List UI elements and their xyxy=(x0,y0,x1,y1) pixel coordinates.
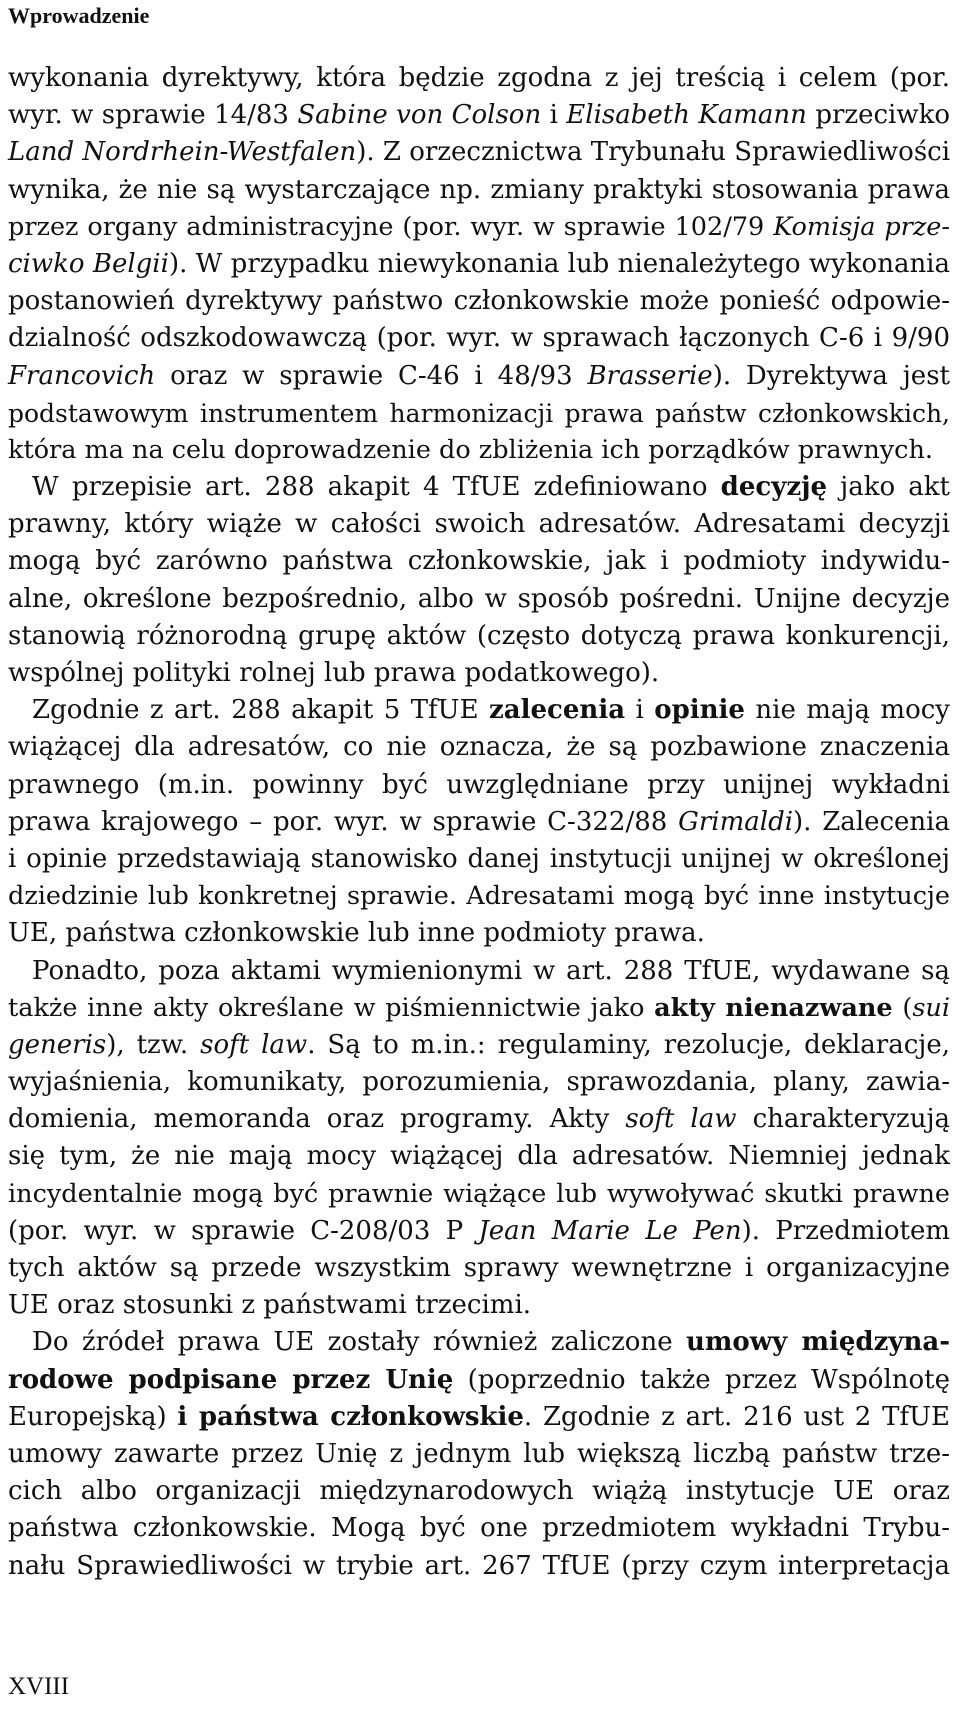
text-segment: państwa członkowskie. Mogą być one przedmiotem wykładni Trybu- xyxy=(8,1513,950,1544)
text-line xyxy=(8,1027,950,1064)
text-segment: wiążącej dla adresatów, co nie oznacza, że są pozbawione znaczenia xyxy=(8,732,950,763)
text-segment: nie mają mocy xyxy=(744,695,950,726)
text-line xyxy=(8,320,950,357)
text-line xyxy=(8,692,950,729)
text-segment: mogą być zarówno państwa członkowskie, jak i podmioty indywidu- xyxy=(8,546,950,577)
text-segment: tych aktów są przede wszystkim sprawy wewnętrzne i organizacyjne xyxy=(8,1253,950,1283)
text-segment: ), tzw. xyxy=(106,1029,201,1060)
italic-term: generis xyxy=(8,1029,107,1060)
text-line xyxy=(8,804,950,841)
bold-term: akty nienazwane xyxy=(654,992,893,1023)
text-line xyxy=(8,1213,950,1250)
text-segment: cich albo organizacji międzynarodowych wiążą instytucje UE oraz xyxy=(8,1476,950,1507)
text-segment: prawa krajowego – por. wyr. w sprawie C-322/88 xyxy=(8,806,679,837)
text-segment: ). Dyrektywa jest xyxy=(712,360,950,391)
text-line xyxy=(8,915,950,952)
italic-term: ciwko Belgii xyxy=(8,248,169,279)
text-segment: alne, określone bezpośrednio, albo w sposób pośredni. Unijne decyzje xyxy=(8,583,950,614)
text-segment: wynika, że nie są wystarczające np. zmiany praktyki stosowania prawa xyxy=(8,174,950,205)
text-line xyxy=(8,729,950,766)
text-line xyxy=(8,841,950,878)
text-segment: także inne akty określane w piśmiennictwie jako xyxy=(8,992,655,1023)
text-line xyxy=(8,878,950,915)
text-segment: W przepisie art. 288 akapit 4 TfUE zdefiniowano xyxy=(32,472,721,503)
italic-term: Jean Marie Le Pen xyxy=(478,1215,742,1246)
text-line xyxy=(8,97,950,134)
italic-term: Elisabeth Kamann xyxy=(566,100,807,131)
text-segment: (poprzednio także przez Wspólnotę xyxy=(453,1364,950,1395)
text-segment: UE, państwa członkowskie lub inne podmioty prawa. xyxy=(8,918,705,949)
text-line xyxy=(8,1399,950,1436)
page-number: XVIII xyxy=(8,1673,70,1700)
text-segment: (por. wyr. w sprawie C-208/03 P xyxy=(8,1215,479,1246)
text-segment: . Są to m.in.: regulaminy, rezolucje, deklaracje, xyxy=(307,1029,950,1060)
text-line xyxy=(8,283,950,320)
text-line xyxy=(8,581,950,618)
text-line xyxy=(8,506,950,543)
text-segment: Ponadto, poza aktami wymienionymi w art. 288 TfUE, wydawane są xyxy=(32,955,950,986)
text-line xyxy=(8,1138,950,1175)
bold-term: opinie xyxy=(654,695,745,726)
text-line xyxy=(8,1510,950,1547)
bold-term: zalecenia xyxy=(489,695,626,726)
text-segment: prawnego (m.in. powinny być uwzględniane przy unijnej wykładni xyxy=(8,769,950,800)
bold-term: rodowe podpisane przez Unię xyxy=(8,1364,454,1395)
text-segment: wyr. w sprawie 14/83 xyxy=(8,100,298,131)
text-line xyxy=(8,1362,950,1399)
text-segment: i opinie przedstawiają stanowisko danej instytucji unijnej w określonej xyxy=(8,843,950,874)
text-segment: postanowień dyrektywy państwo członkowskie może ponieść odpowie- xyxy=(8,286,950,317)
text-segment: ). Przedmiotem xyxy=(741,1215,951,1246)
text-line xyxy=(8,990,950,1027)
text-segment: ). Z orzecznictwa Trybunału Sprawiedliwości xyxy=(356,137,951,168)
bold-term: i państwa członkowskie xyxy=(177,1401,524,1432)
text-line xyxy=(8,1250,950,1287)
text-line xyxy=(8,358,950,395)
text-segment: dziedzinie lub konkretnej sprawie. Adresatami mogą być inne instytucje xyxy=(8,881,950,912)
running-header: Wprowadzenie xyxy=(8,3,150,28)
text-segment: umowy zawarte przez Unię z jednym lub większą liczbą państw trze- xyxy=(8,1438,950,1469)
body-text xyxy=(8,60,950,1585)
text-segment: domienia, memoranda oraz programy. Akty xyxy=(8,1104,626,1135)
italic-term: Francovich xyxy=(8,360,156,391)
text-line xyxy=(8,1436,950,1473)
text-segment: przez organy administracyjne (por. wyr. w sprawie 102/79 xyxy=(8,211,774,242)
italic-term: soft law xyxy=(625,1104,737,1135)
text-line xyxy=(8,1548,950,1585)
text-segment: ). W przypadku niewykonania lub nienależytego wykonania xyxy=(168,248,951,279)
italic-term: sui xyxy=(912,992,950,1023)
text-segment: incydentalnie mogą być prawnie wiążące lub wywoływać skutki prawne xyxy=(8,1178,950,1209)
text-segment: Zgodnie z art. 288 akapit 5 TfUE xyxy=(32,695,490,726)
text-line xyxy=(8,60,950,97)
text-segment: dzialność odszkodowawczą (por. wyr. w sprawach łączonych C-6 i 9/90 xyxy=(8,323,950,354)
text-segment: ( xyxy=(892,992,913,1023)
text-line xyxy=(8,1064,950,1101)
text-segment: oraz w sprawie C-46 i 48/93 xyxy=(155,360,588,391)
text-line xyxy=(8,395,950,432)
text-line xyxy=(8,618,950,655)
text-segment: UE oraz stosunki z państwami trzecimi. xyxy=(8,1290,532,1321)
text-segment: stanowią różnorodną grupę aktów (często dotyczą prawa konkurencji, xyxy=(8,620,950,651)
text-line xyxy=(8,209,950,246)
text-line xyxy=(8,469,950,506)
text-segment: Europejską) xyxy=(8,1401,178,1432)
bold-term: decyzję xyxy=(720,472,828,503)
text-segment: wspólnej polityki rolnej lub prawa podatkowego). xyxy=(8,658,660,688)
text-segment: przeciwko xyxy=(806,100,951,131)
text-line xyxy=(8,432,950,469)
text-segment: charakteryzują xyxy=(736,1104,951,1135)
text-line xyxy=(8,134,950,171)
text-segment: nału Sprawiedliwości w trybie art. 267 TfUE (przy czym interpretacja xyxy=(8,1550,950,1581)
text-segment: się tym, że nie mają mocy wiążącej dla adresatów. Niemniej jednak xyxy=(8,1141,950,1172)
italic-term: soft law xyxy=(200,1029,308,1060)
text-line xyxy=(8,1287,950,1324)
italic-term: Sabine von Colson xyxy=(297,100,542,131)
text-segment: jako akt xyxy=(827,472,950,503)
text-segment: prawny, który wiąże w całości swoich adresatów. Adresatami decyzji xyxy=(8,509,950,540)
text-line xyxy=(8,1324,950,1361)
text-line xyxy=(8,246,950,283)
italic-term: Land Nordrhein-Westfalen xyxy=(8,137,357,168)
text-line xyxy=(8,1101,950,1138)
text-segment: wykonania dyrektywy, która będzie zgodna z jej treścią i celem (por. xyxy=(8,63,950,93)
text-segment: wyjaśnienia, komunikaty, porozumienia, sprawozdania, plany, zawia- xyxy=(8,1067,950,1098)
text-line xyxy=(8,655,950,692)
italic-term: Brasserie xyxy=(587,360,713,391)
italic-term: Grimaldi xyxy=(678,806,794,837)
text-segment: ). Zalecenia xyxy=(793,806,950,837)
bold-term: umowy międzyna- xyxy=(686,1327,950,1358)
italic-term: Komisja prze- xyxy=(773,211,951,242)
text-segment: i xyxy=(541,100,567,131)
text-line xyxy=(8,1176,950,1213)
text-line xyxy=(8,767,950,804)
text-segment: podstawowym instrumentem harmonizacji prawa państw członkowskich, xyxy=(8,398,950,428)
text-segment: Do źródeł prawa UE zostały również zaliczone xyxy=(32,1327,687,1358)
text-line xyxy=(8,543,950,580)
text-line xyxy=(8,1473,950,1510)
text-segment: która ma na celu doprowadzenie do zbliżenia ich porządków prawnych. xyxy=(8,434,933,465)
text-line xyxy=(8,953,950,990)
text-line xyxy=(8,172,950,209)
text-segment: . Zgodnie z art. 216 ust 2 TfUE xyxy=(523,1401,950,1432)
text-segment: i xyxy=(625,695,655,726)
